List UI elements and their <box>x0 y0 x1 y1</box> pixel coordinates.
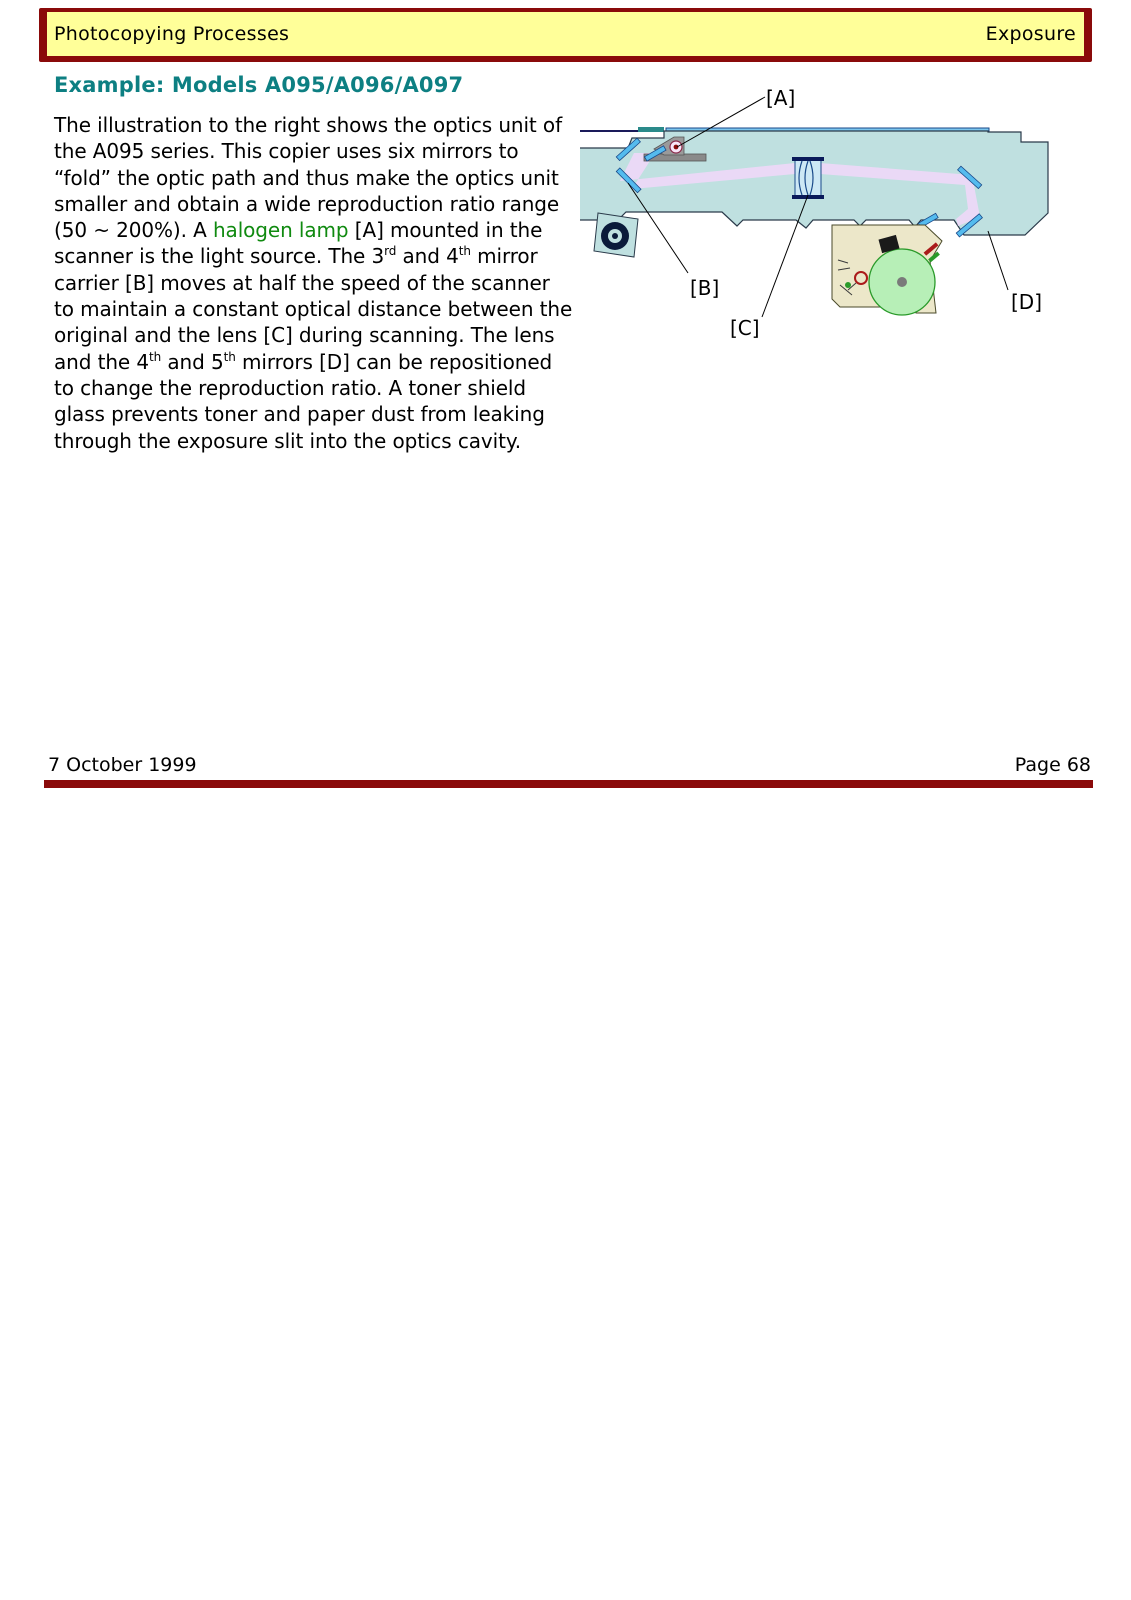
superscript-th-2: th <box>149 349 162 364</box>
paragraph-text-4: mirror carrier [B] moves at half the speed of the scanner to maintain a constant optical distance between the original and the lens [C] during scanning. The lens and the 4 <box>54 244 573 374</box>
page-header-inner <box>47 12 1084 56</box>
label-d: [D] <box>1011 290 1043 314</box>
footer-date: 7 October 1999 <box>48 754 197 776</box>
fan-hub <box>612 233 618 239</box>
superscript-rd: rd <box>384 244 397 259</box>
header-topic: Exposure <box>985 23 1076 45</box>
page-header <box>39 8 1092 62</box>
footer-page-number: Page 68 <box>1014 754 1091 776</box>
glass-holder <box>638 127 664 132</box>
paragraph-text-3: and 4 <box>396 244 459 269</box>
small-roller <box>845 282 851 288</box>
paragraph-text-1: The illustration to the right shows the optics unit of the A095 series. This copier uses six mirrors to “fold” the optic path and thus make the optics unit smaller and obtain a wide reproduction ratio range (50 ~ 200%). A <box>54 113 563 243</box>
section-title: Example: Models A095/A096/A097 <box>54 73 464 97</box>
paragraph-text-6: mirrors [D] can be repositioned to change the reproduction ratio. A toner shield glass prevents toner and paper dust from leaking through the exposure slit into the optics cavity. <box>54 349 553 453</box>
lens-top-cap <box>792 157 824 161</box>
optics-unit-diagram <box>580 85 1075 355</box>
paragraph-text-2: [A] mounted in the scanner is the light source. The 3 <box>54 218 543 269</box>
paragraph-text-5: and 5 <box>161 349 224 374</box>
superscript-th-3: th <box>223 349 236 364</box>
footer-rule <box>44 780 1093 788</box>
superscript-th-1: th <box>458 244 471 259</box>
label-a: [A] <box>766 86 796 110</box>
leader-line-d <box>988 231 1008 290</box>
label-c: [C] <box>730 316 760 340</box>
halogen-lamp-link[interactable]: halogen lamp <box>212 218 349 243</box>
header-chapter: Photocopying Processes <box>54 23 290 45</box>
body-paragraph <box>54 112 574 454</box>
label-b: [B] <box>690 276 720 300</box>
drum-shaft <box>897 277 907 287</box>
